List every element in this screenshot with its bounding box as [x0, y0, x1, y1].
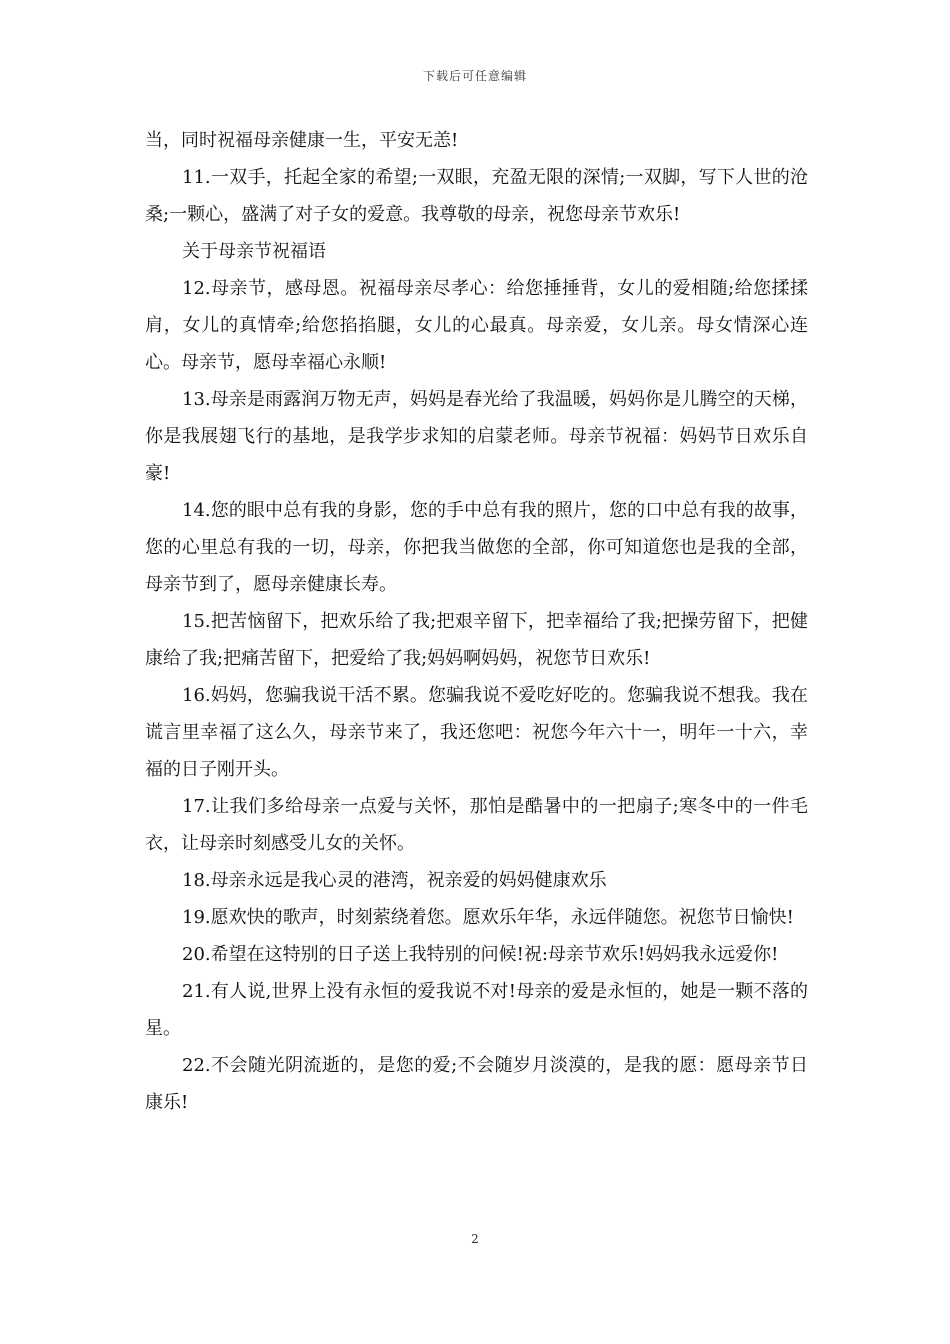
page-number: 2	[471, 1232, 479, 1246]
paragraph-item-22: 22.不会随光阴流逝的，是您的爱;不会随岁月淡漠的，是我的愿：愿母亲节日康乐!	[145, 1055, 808, 1113]
paragraph-item-12: 12.母亲节，感母恩。祝福母亲尽孝心：给您捶捶背，女儿的爱相随;给您揉揉肩，女儿的真情牵;给您掐掐腿，女儿的心最真。母亲爱，女儿亲。母女情深心连心。母亲节，愿母幸福心永顺!	[145, 278, 808, 373]
paragraph-item-13: 13.母亲是雨露润万物无声，妈妈是春光给了我温暖，妈妈你是儿腾空的天梯，你是我展翅飞行的基地，是我学步求知的启蒙老师。母亲节祝福：妈妈节日欢乐自豪!	[145, 389, 808, 484]
paragraph-item-11: 11.一双手，托起全家的希望;一双眼，充盈无限的深情;一双脚，写下人世的沧桑;一颗心，盛满了对子女的爱意。我尊敬的母亲，祝您母亲节欢乐!	[145, 167, 808, 225]
document-body	[145, 122, 808, 1121]
paragraph-item-21: 21.有人说,世界上没有永恒的爱我说不对!母亲的爱是永恒的，她是一颗不落的星。	[145, 981, 808, 1039]
paragraph-item-14: 14.您的眼中总有我的身影，您的手中总有我的照片，您的口中总有我的故事，您的心里总有我的一切，母亲，你把我当做您的全部，你可知道您也是我的全部，母亲节到了，愿母亲健康长寿。	[145, 500, 808, 595]
paragraph-item-18: 18.母亲永远是我心灵的港湾，祝亲爱的妈妈健康欢乐	[182, 870, 607, 891]
paragraph-item-19: 19.愿欢快的歌声，时刻萦绕着您。愿欢乐年华，永远伴随您。祝您节日愉快!	[182, 907, 794, 928]
page-header-note: 下载后可任意编辑	[422, 69, 527, 83]
section-heading: 关于母亲节祝福语	[182, 241, 326, 262]
paragraph-item-17: 17.让我们多给母亲一点爱与关怀，那怕是酷暑中的一把扇子;寒冬中的一件毛衣，让母亲时刻感受儿女的关怀。	[145, 796, 808, 854]
paragraph-item-20: 20.希望在这特别的日子送上我特别的问候!祝:母亲节欢乐!妈妈我永远爱你!	[182, 944, 779, 965]
paragraph-item-16: 16.妈妈，您骗我说干活不累。您骗我说不爱吃好吃的。您骗我说不想我。我在谎言里幸福了这么久，母亲节来了，我还您吧：祝您今年六十一，明年一十六，幸福的日子刚开头。	[145, 685, 808, 780]
paragraph-continuation: 当，同时祝福母亲健康一生，平安无恙!	[145, 130, 459, 151]
paragraph-item-15: 15.把苦恼留下，把欢乐给了我;把艰辛留下，把幸福给了我;把操劳留下，把健康给了我;把痛苦留下，把爱给了我;妈妈啊妈妈，祝您节日欢乐!	[145, 611, 808, 669]
